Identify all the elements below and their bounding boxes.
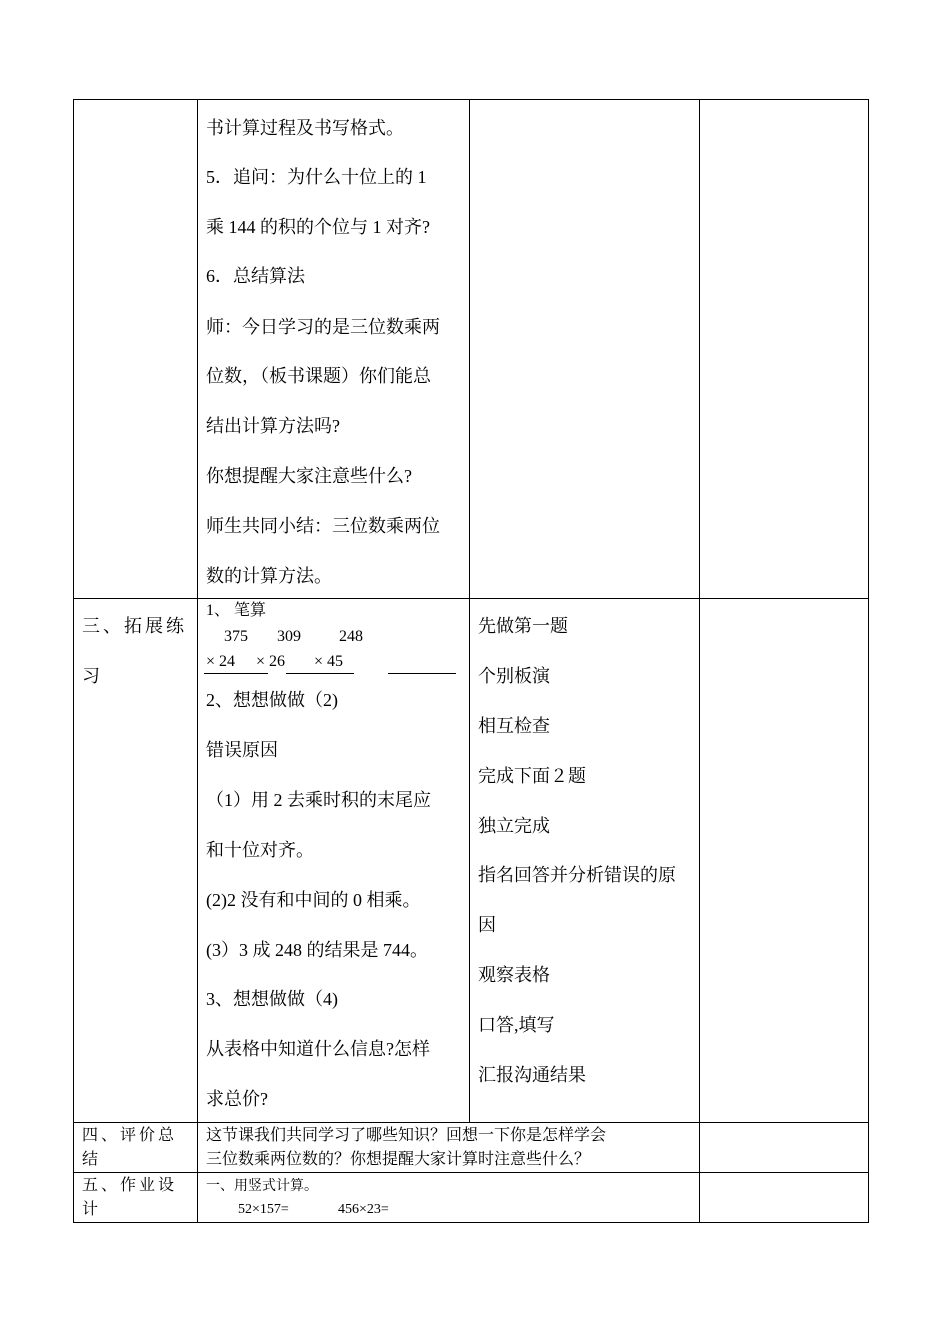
section-label: 习 bbox=[82, 666, 100, 686]
process-line: 书计算过程及书写格式。 bbox=[206, 118, 404, 138]
exercise-line: (2)2 没有和中间的 0 相乘。 bbox=[206, 890, 421, 910]
exercise-line: 求总价? bbox=[206, 1089, 268, 1109]
answer-line bbox=[388, 673, 456, 674]
rule bbox=[73, 1222, 869, 1223]
operand: 375 bbox=[224, 628, 248, 645]
exercise-line: 错误原因 bbox=[206, 740, 278, 760]
homework-exercise: 52×157= bbox=[238, 1202, 289, 1217]
activity-line: 先做第一题 bbox=[478, 616, 568, 636]
process-line: 结出计算方法吗? bbox=[206, 416, 340, 436]
section-label: 结 bbox=[82, 1151, 99, 1168]
exercise-line: （1）用 2 去乘时积的末尾应 bbox=[206, 790, 431, 810]
process-line: 5．追问：为什么十位上的 1 bbox=[206, 167, 427, 187]
process-line: 你想提醒大家注意些什么? bbox=[206, 466, 412, 486]
exercise-line: 2、想想做做（2) bbox=[206, 690, 338, 710]
multiplier: × 24 bbox=[206, 653, 236, 670]
rule bbox=[868, 99, 869, 1223]
section-label: 计 bbox=[82, 1201, 99, 1218]
activity-line: 观察表格 bbox=[478, 965, 550, 985]
rule bbox=[469, 99, 470, 1123]
exercise-line: 和十位对齐。 bbox=[206, 840, 314, 860]
process-line: 6．总结算法 bbox=[206, 266, 305, 286]
summary-line: 这节课我们共同学习了哪些知识？回想一下你是怎样学会 bbox=[206, 1127, 607, 1144]
process-line: 师生共同小结：三位数乘两位 bbox=[206, 516, 440, 536]
exercise-line: 从表格中知道什么信息?怎样 bbox=[206, 1039, 430, 1059]
section-label: 四、评价总 bbox=[82, 1127, 178, 1144]
activity-line: 相互检查 bbox=[478, 716, 550, 736]
rule bbox=[73, 99, 869, 100]
process-line: 乘 144 的积的个位与 1 对齐? bbox=[206, 217, 430, 237]
section-label: 五、作业设 bbox=[82, 1177, 178, 1194]
process-line: 位数，（板书课题）你们能总 bbox=[206, 366, 431, 386]
rule bbox=[73, 1172, 869, 1173]
operand: 248 bbox=[339, 628, 363, 645]
exercise-line: (3）3 成 248 的结果是 744。 bbox=[206, 940, 428, 960]
operand: 309 bbox=[277, 628, 301, 645]
homework-title: 一、用竖式计算。 bbox=[206, 1179, 318, 1194]
activity-line: 汇报沟通结果 bbox=[478, 1065, 586, 1085]
answer-line bbox=[286, 673, 354, 674]
multiplier: × 26 bbox=[256, 653, 286, 670]
activity-line: 完成下面２题 bbox=[478, 766, 586, 786]
rule bbox=[73, 99, 74, 1223]
activity-line: 指名回答并分析错误的原 bbox=[478, 865, 676, 885]
activity-line: 因 bbox=[478, 915, 496, 935]
rule bbox=[73, 598, 869, 599]
summary-line: 三位数乘两位数的？你想提醒大家计算时注意些什么？ bbox=[206, 1151, 591, 1168]
rule bbox=[197, 99, 198, 1223]
exercise-line: 3、想想做做（4) bbox=[206, 989, 338, 1009]
bisuan-title: 1、 笔算 bbox=[206, 602, 267, 619]
activity-line: 口答,填写 bbox=[478, 1015, 555, 1035]
process-line: 数的计算方法。 bbox=[206, 566, 332, 586]
rule bbox=[73, 1122, 869, 1123]
homework-exercise: 456×23= bbox=[338, 1202, 389, 1217]
multiplier: × 45 bbox=[314, 653, 344, 670]
rule bbox=[699, 99, 700, 1223]
section-label: 三、拓展练 bbox=[82, 616, 187, 636]
activity-line: 独立完成 bbox=[478, 816, 550, 836]
answer-line bbox=[204, 673, 268, 674]
process-line: 师：今日学习的是三位数乘两 bbox=[206, 317, 440, 337]
activity-line: 个别板演 bbox=[478, 666, 550, 686]
